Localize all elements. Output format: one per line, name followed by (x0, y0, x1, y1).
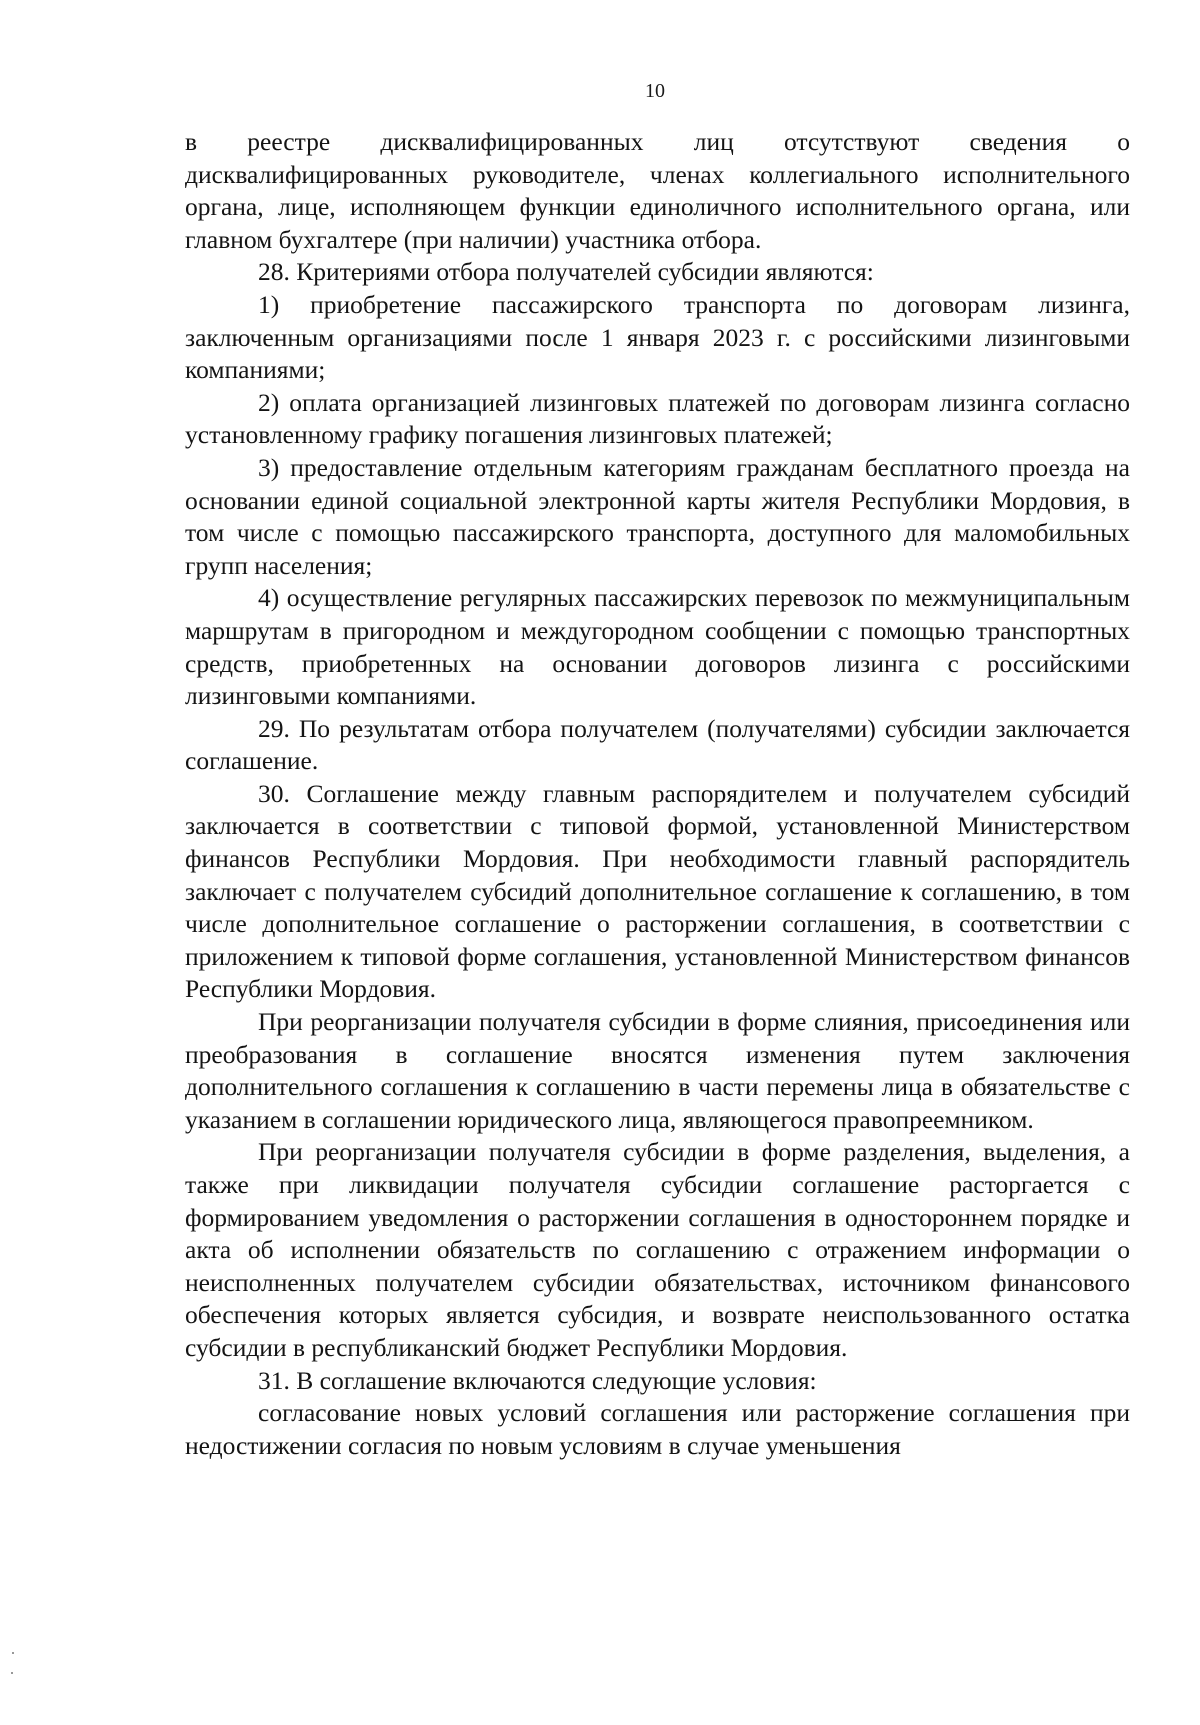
scan-speck (12, 1652, 14, 1654)
page-number: 10 (645, 80, 665, 102)
paragraph-disqualified-registry: в реестре дисквалифицированных лиц отсутствуют сведения о дисквалифицированных руководителе, членах коллегиального исполнительного органа, лице, исполняющем функции единоличного исполнительного органа, или главном бухгалтере (при наличии) участника отбора. (185, 127, 1130, 254)
paragraph-29: 29. По результатам отбора получателем (получателями) субсидии заключается соглашение. (185, 713, 1130, 776)
paragraph-reorganization-merger: При реорганизации получателя субсидии в форме слияния, присоединения или преобразования в соглашение вносятся изменения путем заключения дополнительного соглашения к соглашению в части перемены лица в обязательстве с указанием в соглашении юридического лица, являющегося правопреемником. (185, 1007, 1130, 1134)
paragraph-31-condition: согласование новых условий соглашения или расторжение соглашения при недостижении согласия по новым условиям в случае уменьшения (185, 1398, 1130, 1460)
paragraph-criterion-4: 4) осуществление регулярных пассажирских перевозок по межмуниципальным маршрутам в пригородном и междугородном сообщении с помощью транспортных средств, приобретенных на основании договоров лизинга с российскими лизинговыми компаниями. (185, 583, 1130, 711)
paragraph-criterion-1: 1) приобретение пассажирского транспорта по договорам лизинга, заключенным организациями после 1 января 2023 г. с российскими лизинговыми компаниями; (185, 289, 1130, 385)
scan-speck (11, 1672, 13, 1674)
paragraph-28-criteria: 28. Критериями отбора получателей субсидии являются: (258, 257, 874, 287)
document-body (185, 126, 1130, 1462)
paragraph-criterion-3: 3) предоставление отдельным категориям гражданам бесплатного проезда на основании единой социальной электронной карты жителя Республики Мордовия, в том числе с помощью пассажирского транспорта, доступного для маломобильных групп населения; (185, 452, 1130, 580)
paragraph-reorganization-division: При реорганизации получателя субсидии в форме разделения, выделения, а также при ликвидации получателя субсидии соглашение расторгается с формированием уведомления о расторжении соглашения в одностороннем порядке и акта об исполнении обязательств по соглашению с отражением информации о неисполненных получателем субсидии обязательствах, источником финансового обеспечения которых является субсидия, и возврате неиспользованного остатка субсидии в республиканский бюджет Республики Мордовия. (185, 1137, 1130, 1362)
paragraph-31: 31. В соглашение включаются следующие условия: (258, 1365, 817, 1395)
paragraph-30: 30. Соглашение между главным распорядителем и получателем субсидий заключается в соответствии с типовой формой, установленной Министерством финансов Республики Мордовия. При необходимости главный распорядитель заключает с получателем субсидий дополнительное соглашение к соглашению, в том числе дополнительное соглашение о расторжении соглашения, в соответствии с приложением к типовой форме соглашения, установленной Министерством финансов Республики Мордовия. (185, 778, 1130, 1004)
paragraph-criterion-2: 2) оплата организацией лизинговых платежей по договорам лизинга согласно установленному графику погашения лизинговых платежей; (185, 387, 1130, 450)
